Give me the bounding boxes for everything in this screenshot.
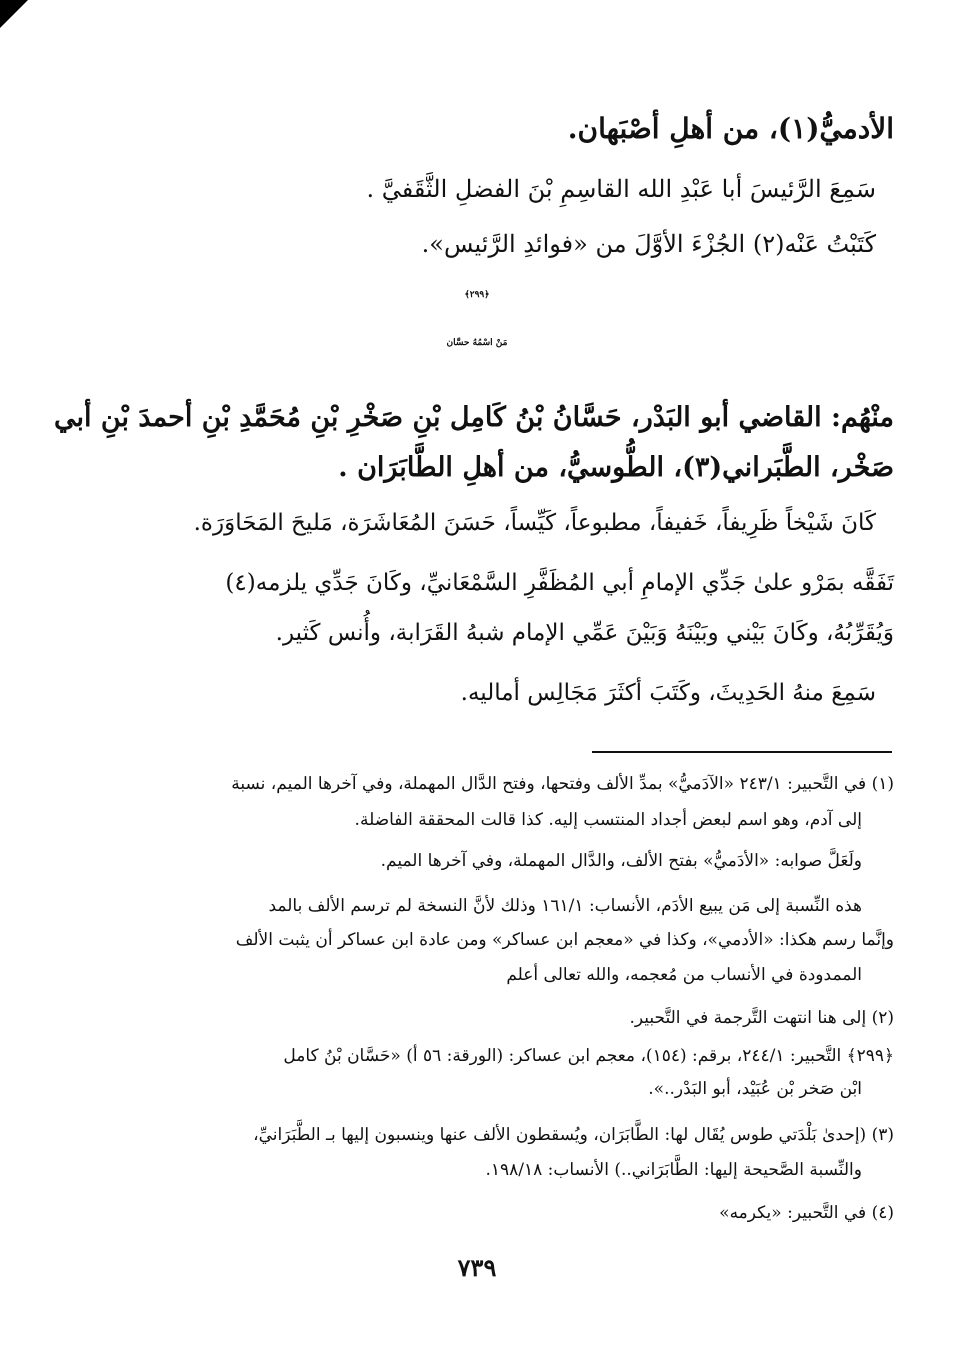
footnote-3-line-2: والنِّسبة الصَّحيحة إليها: الطَّابَرَاني..) الأنساب: ١٩٨/١٨. xyxy=(485,1160,862,1180)
footnote-1-line-5: وإنَّما رسم هكذا: «الأدمي»، وكذا في «معجم ابن عساكر» ومن عادة ابن عساكر أن يثبت الألف xyxy=(235,930,894,950)
header-line-1: الأدميُّ(١)، من أهلِ أصْبَهان. xyxy=(567,112,894,145)
footnote-4: (٤) في التَّحبير: «يكرمه» xyxy=(719,1203,894,1223)
header-line-2: سَمِعَ الرَّئيسَ أبا عَبْدِ الله القاسِمِ بْنَ الفضلِ الثَّقَفيَّ . xyxy=(366,175,876,203)
footnote-1-line-1: (١) في التَّحبير: ٢٤٣/١ «الآدَميُّ» بمدِّ الألف وفتحها، وفتح الدَّال المهملة، وفي آخرها الميم، نسبة xyxy=(231,774,894,794)
biography-line-2: صَخْر، الطَّبَراني(٣)، الطُّوسيُّ، من أهلِ الطَّابَرَان . xyxy=(338,452,894,483)
footnote-1-line-2: إلى آدم، وهو اسم لبعض أجداد المنتسب إليه. كذا قالت المحققة الفاضلة. xyxy=(354,810,862,830)
header-line-3: كَتَبْتُ عَنْه(٢) الجُزْءَ الأوَّلَ من «فوائدِ الرَّئيس». xyxy=(421,230,876,258)
paragraph-4: سَمِعَ منهُ الحَدِيثَ، وكَتَبَ أكثَرَ مَجَالِس أماليه. xyxy=(460,680,876,706)
footnote-1-line-3: ولَعَلَّ صوابه: «الأدَميُّ» بفتح الألف، والدَّال المهملة، وفي آخرها الميم. xyxy=(380,851,862,871)
footnote-299-line-2: ابْن صَخر بْن عُبَيْد، أبو البَدْر..». xyxy=(648,1079,862,1099)
footnote-2: (٢) إلى هنا انتهت التَّرجمة في التَّحبير. xyxy=(629,1008,894,1028)
entry-number: ﴿٢٩٩﴾ xyxy=(464,290,490,300)
paragraph-3: وَيُقَرِّبُهُ، وكَانَ بَيْني وبَيْنَهُ وَبَيْنَ عَمِّي الإمام شبهُ القَرَابة، وأُنس كَثير. xyxy=(275,620,894,646)
page-number: ٧٣٩ xyxy=(457,1253,497,1282)
footnote-separator xyxy=(592,751,892,753)
footnote-1-line-4: هذه النِّسبة إلى مَن يبيع الأدَم، الأنساب: ١٦١/١ وذلك لأنَّ النسخة لم ترسم الألف بالمد xyxy=(268,896,862,916)
footnote-3-line-1: (٣) (إحدىٰ بَلْدَتي طوس يُقَال لها: الطَّابَرَان، ويُسقطون الألف عنها وينسبون إليها بـ الطَّبَرَانيِّ، xyxy=(253,1125,894,1145)
biography-line-1: منْهُم: القاضي أبو البَدْر، حَسَّانُ بْنُ كَامِل بْنِ صَخْرِ بْنِ مُحَمَّدِ بْنِ أحمدَ بْنِ أبي xyxy=(54,402,894,433)
section-title: مَنْ اسْمُهُ حسَّان xyxy=(446,338,508,348)
footnote-1-line-6: الممدودة في الأنساب من مُعجمه، والله تعالى أعلم xyxy=(506,965,862,985)
scan-corner-mark xyxy=(0,0,28,28)
paragraph-1: كَانَ شَيْخاً ظَرِيفاً، خَفيفاً، مطبوعاً، كَيِّساً، حَسَنَ المُعَاشَرَة، مَليحَ المَحَاوَرَة. xyxy=(193,510,876,536)
footnote-299-line-1: ﴿٢٩٩﴾ التَّحبير: ٢٤٤/١، برقم: (١٥٤)، معجم ابن عساكر: (الورقة: ٥٦ أ) «حَسَّان بْنُ كامل xyxy=(283,1046,894,1066)
paragraph-2: تَفَقَّه بمَرْو علىٰ جَدِّي الإمامِ أبي المُظَفَّرِ السَّمْعَانيِّ، وكَانَ جَدِّي يلزمه(٤) xyxy=(225,570,894,596)
